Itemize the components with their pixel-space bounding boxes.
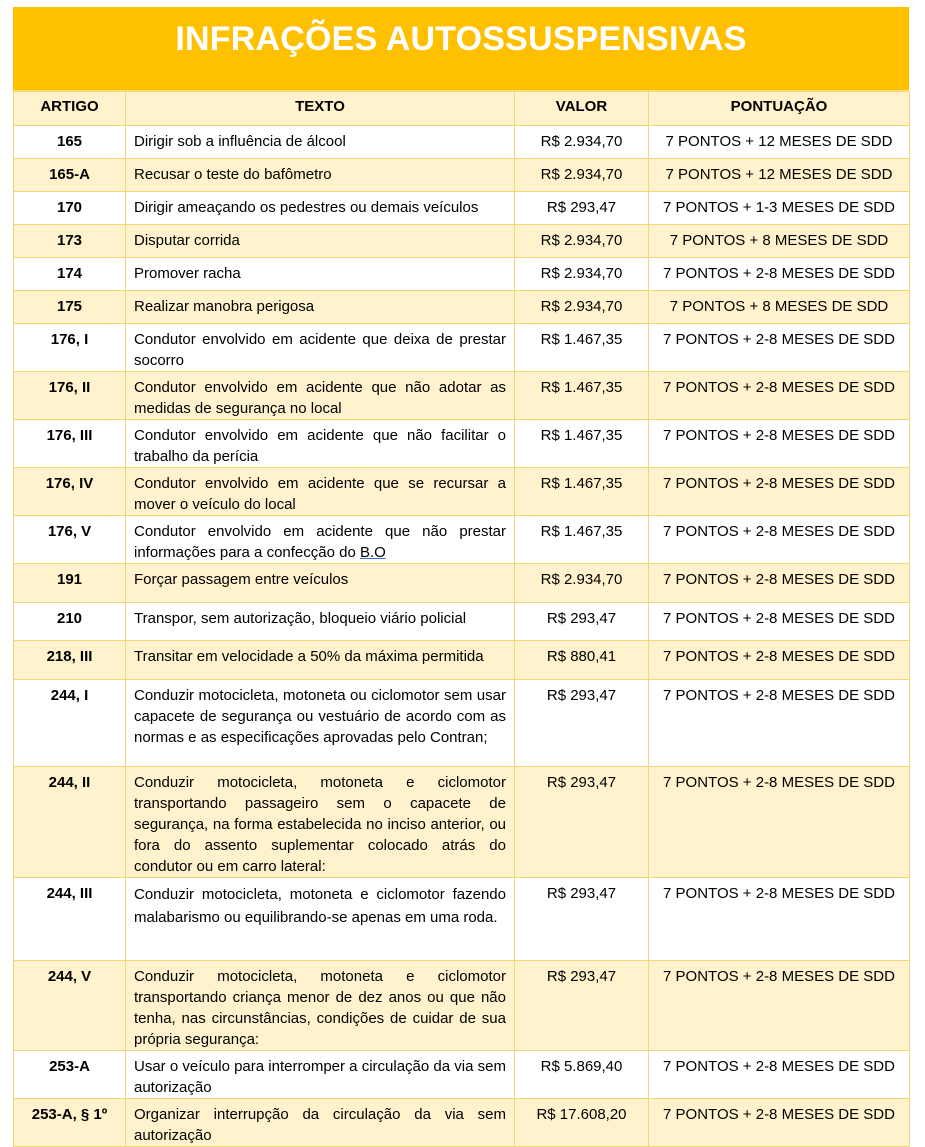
cell-texto: Dirigir ameaçando os pedestres ou demais veículos <box>126 192 515 225</box>
cell-artigo: 176, I <box>14 324 126 372</box>
cell-valor: R$ 293,47 <box>515 767 649 878</box>
bo-abbreviation: B.O <box>359 544 386 561</box>
table-row <box>14 878 910 961</box>
cell-artigo: 176, V <box>14 516 126 564</box>
document <box>13 7 909 1147</box>
column-header-valor: VALOR <box>515 92 649 126</box>
cell-valor: R$ 2.934,70 <box>515 126 649 159</box>
cell-valor: R$ 1.467,35 <box>515 468 649 516</box>
cell-texto: Conduzir motocicleta, motoneta e ciclomotor transportando passageiro sem o capacete de segurança, na forma estabelecida no inciso anterior, ou fora do assento suplementar colocado atrás do condutor ou em carro lateral: <box>126 767 515 878</box>
cell-valor: R$ 293,47 <box>515 961 649 1051</box>
cell-valor: R$ 2.934,70 <box>515 258 649 291</box>
cell-valor: R$ 1.467,35 <box>515 516 649 564</box>
cell-artigo: 244, I <box>14 680 126 767</box>
cell-artigo: 170 <box>14 192 126 225</box>
cell-artigo: 210 <box>14 603 126 641</box>
cell-texto: Dirigir sob a influência de álcool <box>126 126 515 159</box>
table-header-row <box>14 92 910 126</box>
cell-pontuacao: 7 PONTOS + 2-8 MESES DE SDD <box>649 641 910 680</box>
column-header-artigo: ARTIGO <box>14 92 126 126</box>
cell-artigo: 176, III <box>14 420 126 468</box>
cell-texto: Condutor envolvido em acidente que não adotar as medidas de segurança no local <box>126 372 515 420</box>
cell-pontuacao: 7 PONTOS + 2-8 MESES DE SDD <box>649 258 910 291</box>
table-row <box>14 225 910 258</box>
table-row <box>14 564 910 603</box>
table-row <box>14 291 910 324</box>
cell-artigo: 218, III <box>14 641 126 680</box>
cell-texto: Realizar manobra perigosa <box>126 291 515 324</box>
table-row <box>14 324 910 372</box>
cell-artigo: 175 <box>14 291 126 324</box>
cell-artigo: 173 <box>14 225 126 258</box>
table-row <box>14 258 910 291</box>
cell-texto-text: Condutor envolvido em acidente que não prestar informações para a confecção do <box>134 523 506 561</box>
cell-pontuacao: 7 PONTOS + 8 MESES DE SDD <box>649 291 910 324</box>
cell-pontuacao: 7 PONTOS + 2-8 MESES DE SDD <box>649 878 910 961</box>
cell-valor: R$ 293,47 <box>515 680 649 767</box>
cell-texto: Condutor envolvido em acidente que não facilitar o trabalho da perícia <box>126 420 515 468</box>
cell-texto: Organizar interrupção da circulação da via sem autorização <box>126 1099 515 1147</box>
cell-pontuacao: 7 PONTOS + 2-8 MESES DE SDD <box>649 564 910 603</box>
table-row <box>14 767 910 878</box>
cell-pontuacao: 7 PONTOS + 2-8 MESES DE SDD <box>649 516 910 564</box>
cell-pontuacao: 7 PONTOS + 2-8 MESES DE SDD <box>649 1051 910 1099</box>
cell-texto: Transitar em velocidade a 50% da máxima permitida <box>126 641 515 680</box>
cell-texto: Condutor envolvido em acidente que se recursar a mover o veículo do local <box>126 468 515 516</box>
table-row <box>14 468 910 516</box>
cell-valor: R$ 880,41 <box>515 641 649 680</box>
cell-pontuacao: 7 PONTOS + 12 MESES DE SDD <box>649 159 910 192</box>
table-row <box>14 603 910 641</box>
cell-pontuacao: 7 PONTOS + 2-8 MESES DE SDD <box>649 767 910 878</box>
infractions-table <box>13 91 910 1147</box>
cell-texto: Disputar corrida <box>126 225 515 258</box>
table-row <box>14 641 910 680</box>
table-row <box>14 516 910 564</box>
cell-valor: R$ 293,47 <box>515 192 649 225</box>
table-row <box>14 192 910 225</box>
cell-texto: Recusar o teste do bafômetro <box>126 159 515 192</box>
cell-texto: Conduzir motocicleta, motoneta ou ciclomotor sem usar capacete de segurança ou vestuário de acordo com as normas e as especificações aprovadas pelo Contran; <box>126 680 515 767</box>
cell-texto: Conduzir motocicleta, motoneta e ciclomotor transportando criança menor de dez anos ou que não tenha, nas circunstâncias, condições de cuidar de sua própria segurança: <box>126 961 515 1051</box>
table-row <box>14 126 910 159</box>
cell-artigo: 191 <box>14 564 126 603</box>
cell-artigo: 165-A <box>14 159 126 192</box>
cell-artigo: 253-A <box>14 1051 126 1099</box>
column-header-pontuacao: PONTUAÇÃO <box>649 92 910 126</box>
cell-pontuacao: 7 PONTOS + 2-8 MESES DE SDD <box>649 324 910 372</box>
table-row <box>14 372 910 420</box>
cell-valor: R$ 2.934,70 <box>515 225 649 258</box>
cell-valor: R$ 1.467,35 <box>515 420 649 468</box>
cell-pontuacao: 7 PONTOS + 8 MESES DE SDD <box>649 225 910 258</box>
cell-artigo: 244, II <box>14 767 126 878</box>
cell-pontuacao: 7 PONTOS + 2-8 MESES DE SDD <box>649 420 910 468</box>
cell-valor: R$ 293,47 <box>515 603 649 641</box>
cell-pontuacao: 7 PONTOS + 2-8 MESES DE SDD <box>649 468 910 516</box>
cell-texto <box>126 516 515 564</box>
cell-pontuacao: 7 PONTOS + 1-3 MESES DE SDD <box>649 192 910 225</box>
cell-texto: Conduzir motocicleta, motoneta e ciclomotor fazendo malabarismo ou equilibrando-se apenas em uma roda. <box>126 878 515 961</box>
cell-artigo: 176, IV <box>14 468 126 516</box>
cell-pontuacao: 7 PONTOS + 2-8 MESES DE SDD <box>649 603 910 641</box>
cell-valor: R$ 1.467,35 <box>515 372 649 420</box>
cell-valor: R$ 293,47 <box>515 878 649 961</box>
table-row <box>14 680 910 767</box>
cell-artigo: 253-A, § 1º <box>14 1099 126 1147</box>
cell-artigo: 176, II <box>14 372 126 420</box>
page-title: INFRAÇÕES AUTOSSUSPENSIVAS <box>13 7 909 91</box>
cell-texto: Forçar passagem entre veículos <box>126 564 515 603</box>
cell-pontuacao: 7 PONTOS + 12 MESES DE SDD <box>649 126 910 159</box>
cell-pontuacao: 7 PONTOS + 2-8 MESES DE SDD <box>649 680 910 767</box>
table-row <box>14 1099 910 1147</box>
cell-valor: R$ 17.608,20 <box>515 1099 649 1147</box>
cell-pontuacao: 7 PONTOS + 2-8 MESES DE SDD <box>649 961 910 1051</box>
cell-texto: Transpor, sem autorização, bloqueio viário policial <box>126 603 515 641</box>
cell-texto: Promover racha <box>126 258 515 291</box>
cell-valor: R$ 2.934,70 <box>515 564 649 603</box>
cell-pontuacao: 7 PONTOS + 2-8 MESES DE SDD <box>649 372 910 420</box>
cell-artigo: 244, III <box>14 878 126 961</box>
cell-pontuacao: 7 PONTOS + 2-8 MESES DE SDD <box>649 1099 910 1147</box>
cell-valor: R$ 5.869,40 <box>515 1051 649 1099</box>
table-row <box>14 961 910 1051</box>
cell-valor: R$ 2.934,70 <box>515 291 649 324</box>
cell-texto: Usar o veículo para interromper a circulação da via sem autorização <box>126 1051 515 1099</box>
cell-artigo: 244, V <box>14 961 126 1051</box>
table-row <box>14 159 910 192</box>
table-row <box>14 1051 910 1099</box>
cell-texto: Condutor envolvido em acidente que deixa de prestar socorro <box>126 324 515 372</box>
cell-valor: R$ 1.467,35 <box>515 324 649 372</box>
cell-valor: R$ 2.934,70 <box>515 159 649 192</box>
cell-artigo: 165 <box>14 126 126 159</box>
cell-artigo: 174 <box>14 258 126 291</box>
column-header-texto: TEXTO <box>126 92 515 126</box>
table-row <box>14 420 910 468</box>
